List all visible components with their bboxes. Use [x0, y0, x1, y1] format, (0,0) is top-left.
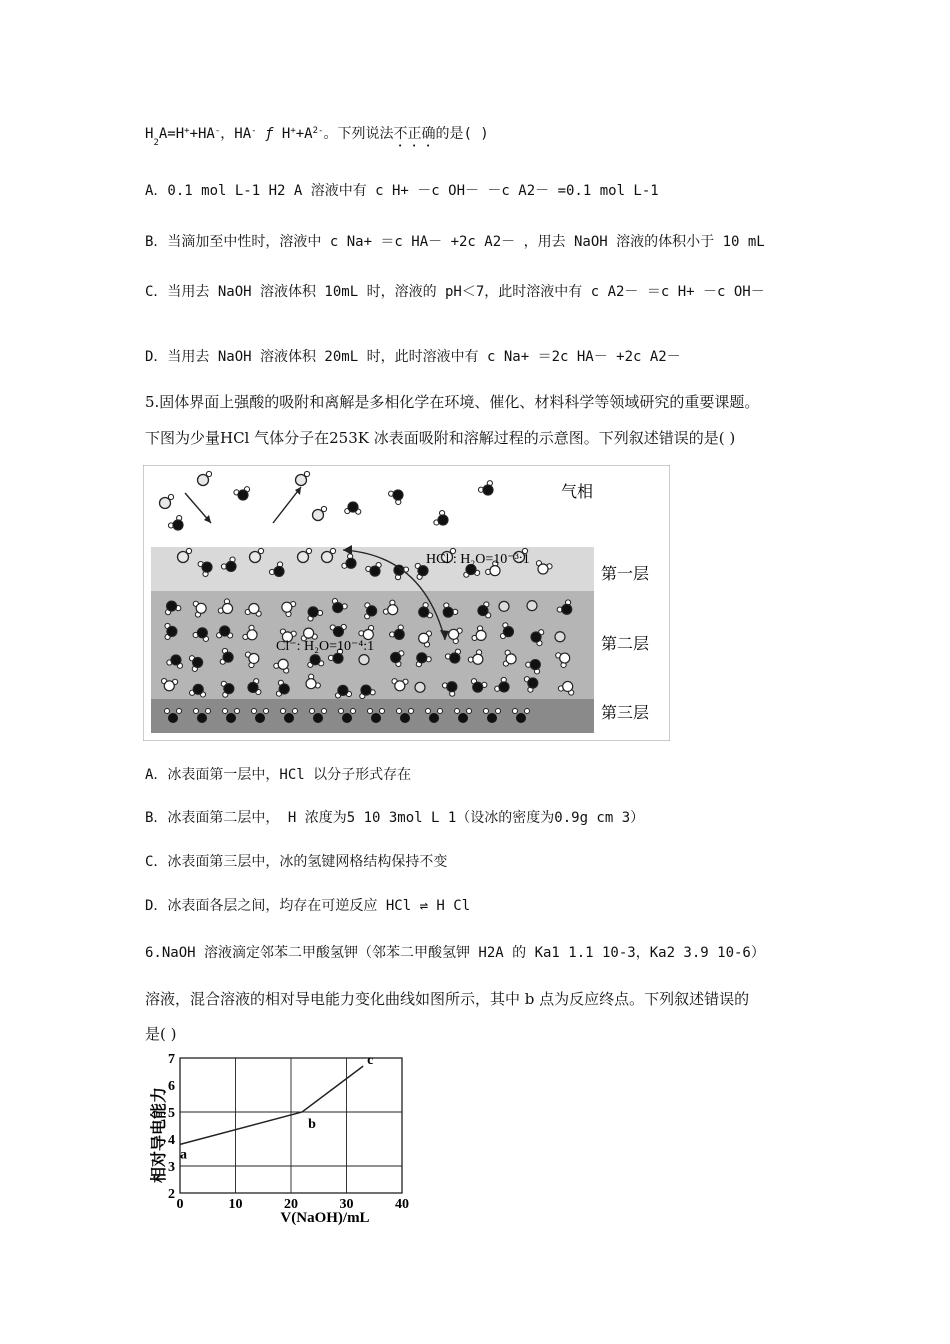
x-tick-label: 20 [284, 1197, 298, 1212]
y-tick-label: 4 [168, 1133, 175, 1148]
layer1-label: 第一层 [601, 564, 650, 583]
q5-option-a: A．冰表面第一层中，HCl 以分子形式存在 [145, 767, 412, 783]
q4-option-d: D．当用去 NaOH 溶液体积 20mL 时，此时溶液中有 c Na+ ＝2c HA－ +2c A2－ [145, 349, 681, 365]
q5-option-d: D．冰表面各层之间，均存在可逆反应 HCl ⇌ H Cl [145, 898, 471, 914]
chloride-ion [499, 601, 509, 611]
chart-grid [180, 1058, 402, 1193]
q4-option-c: C．当用去 NaOH 溶液体积 10mL 时，溶液的 pH＜7，此时溶液中有 c A2－ ＝c H+ －c OH－ [145, 284, 765, 300]
layer2-label: 第二层 [601, 634, 650, 653]
y-tick-label: 7 [168, 1052, 175, 1067]
q6-stem-1: 6.NaOH 溶液滴定邻苯二甲酸氢钾（邻苯二甲酸氢钾 H2A 的 Ka1 1.1 10-3，Ka2 3.9 10-6） [145, 945, 765, 961]
q5-option-c: C．冰表面第三层中，冰的氢键网格结构保持不变 [145, 854, 448, 870]
x-tick-label: 30 [339, 1197, 354, 1212]
conductivity-series-line [180, 1066, 363, 1144]
ice-surface-diagram [143, 465, 670, 741]
q6-stem-3: 是( ) [145, 1025, 177, 1043]
chart-point-labels [180, 1053, 373, 1162]
y-tick-label: 6 [168, 1079, 175, 1094]
y-tick-label: 2 [168, 1187, 175, 1202]
q5-stem-1: 5.固体界面上强酸的吸附和离解是多相化学在环境、催化、材料科学等领域研究的重要课题。 [145, 393, 760, 411]
q5-option-b: B．冰表面第二层中， H 浓度为5 10 3mol L 1（设冰的密度为0.9g cm 3） [145, 810, 645, 826]
ratio-label-1: HCl : H₂O=10⁻³:1 [426, 552, 530, 567]
x-tick-label: 10 [228, 1197, 243, 1212]
y-tick-label: 5 [168, 1106, 175, 1121]
x-tick-label: 40 [395, 1197, 409, 1212]
point-label-a: a [180, 1147, 187, 1163]
gas-phase-label: 气相 [561, 482, 594, 501]
y-tick-label: 3 [168, 1160, 175, 1175]
x-tick-label: 0 [176, 1197, 184, 1212]
chloride-ion [359, 655, 369, 665]
chart-x-label: V(NaOH)/mL [280, 1210, 370, 1226]
point-label-b: b [308, 1117, 316, 1132]
layer3-label: 第三层 [601, 703, 650, 722]
chloride-ion [527, 601, 537, 611]
q4-option-a: A．0.1 mol L-1 H2 A 溶液中有 c H+ －c OH－ －c A2－ =0.1 mol L-1 [145, 183, 659, 199]
ratio-label-2: Cl⁻: H₂O=10⁻⁴:1 [276, 639, 375, 654]
conductivity-chart [140, 1050, 430, 1230]
q6-stem-2: 溶液，混合溶液的相对导电能力变化曲线如图所示，其中 b 点为反应终点。下列叙述错误的 [145, 990, 750, 1008]
chloride-ion [415, 682, 425, 692]
q4-option-b: B．当滴加至中性时，溶液中 c Na+ ＝c HA－ +2c A2－ ，用去 NaOH 溶液的体积小于 10 mL [145, 234, 765, 250]
q4-stem: $H_2A=H^++HA^-$，HA- ƒ $H^++A^{2-}$。下列说法不正确的是( ) [145, 126, 489, 148]
chloride-ion [555, 632, 565, 642]
chart-ticks [168, 1052, 409, 1212]
q5-stem-2: 下图为少量HCl 气体分子在253K 冰表面吸附和溶解过程的示意图。下列叙述错误的是( ) [145, 429, 736, 447]
chart-y-label: 相对导电能力 [149, 1086, 168, 1184]
point-label-c: c [367, 1053, 374, 1069]
